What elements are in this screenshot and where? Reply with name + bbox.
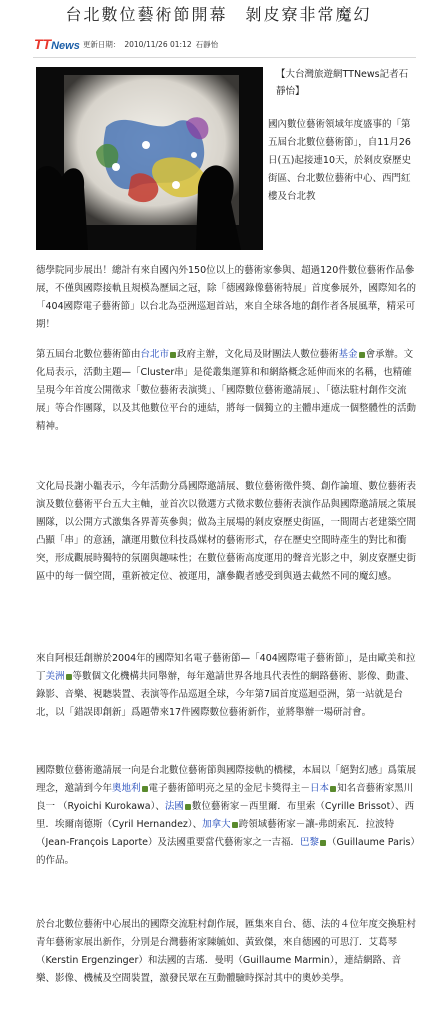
paragraph-3: 文化局長謝小韞表示，今年活動分爲國際邀請展、數位藝術徵件獎、創作論壇、數位藝術表演及數位藝術平台五大主軸，並首次以徵選方式徵求數位藝術表演作品與國際邀請展之策展團隊，以公開方式激集各界菁英參與；做為主展場的剝皮寮歷史街區，一間間古老建築空間凸顯「串」的意涵，讓運用數位科技爲媒材的藝術形式，存在歷史空間時產生的對比和衝突，形成觀展時獨特的氛圍與趣味性；在數位藝術高度運用的聲音光影之中，剝皮寮歷史街區中的每一個空間，重新被定位、被運用，讓參觀者感受到與過去截然不同的魔幻感。 <box>36 481 417 582</box>
article-photo <box>36 67 263 250</box>
meta-line <box>83 39 222 50</box>
keyword-link-icon <box>66 674 72 680</box>
article-header <box>34 34 222 54</box>
paragraph-2 <box>36 346 417 436</box>
paragraph-4-text-a: 來自阿根廷創辦於2004年的國際知名電子藝術節—「404國際電子藝術節」，是由歐美和拉丁 <box>36 653 416 682</box>
header-divider <box>33 57 416 58</box>
link-austria[interactable]: 奧地利 <box>112 783 141 794</box>
paragraph-5-text-a: 國際數位藝術邀請展一向是台北數位藝術節與國際接軌的橋樑，本屆以「絕對幻感」爲策展理念，邀請到今年 <box>36 765 417 794</box>
link-france[interactable]: 法國 <box>164 801 184 812</box>
paragraph-5-text-d: 數位藝術家－西里爾．布里索（Cyrille Brissot）、西里．埃爾南德斯（Cyril Hernandez）、 <box>36 801 415 830</box>
keyword-link-icon <box>359 352 365 358</box>
headline: 台北數位藝術節開幕 剝皮寮非常魔幻 <box>65 5 372 24</box>
link-foundation[interactable]: 基金 <box>338 349 358 360</box>
link-paris[interactable]: 巴黎 <box>300 837 320 848</box>
link-america[interactable]: 美洲 <box>45 671 65 682</box>
keyword-link-icon <box>320 840 326 846</box>
logo-news: News <box>51 40 80 52</box>
author-name: 石靜怡 <box>195 39 219 49</box>
keyword-link-icon <box>232 822 238 828</box>
paragraph-5-text-e: 跨領域藝術家－讓-弗朗索瓦．拉波特（Jean-François Laporte）及法國重要當代藝術家之一吉福． <box>36 819 395 848</box>
link-canada[interactable]: 加拿大 <box>202 819 231 830</box>
keyword-link-icon <box>330 786 336 792</box>
lead-paragraph-continued: 德學院同步展出！總計有來自國內外150位以上的藝術家參與、超過120件數位藝術作品參展，不僅與國際接軌且規模為歷屆之冠，除「德國錄像藝術特展」首度參展外，國際知名的「404國際電子藝術節」以台北為亞洲巡迴首站，來自全球各地的創作者各展風華，精采可期！ <box>36 265 417 330</box>
logo-tt: TT <box>34 36 52 52</box>
keyword-link-icon <box>142 786 148 792</box>
keyword-link-icon <box>185 804 191 810</box>
paragraph-5 <box>36 762 417 870</box>
projection-art-image <box>36 67 263 250</box>
publish-date: 2010/11/26 01:12 <box>124 39 192 49</box>
keyword-link-icon <box>170 352 176 358</box>
link-japan[interactable]: 日本 <box>310 783 330 794</box>
lead-paragraph-side: 國內數位藝術領域年度盛事的「第五屆台北數位藝術節」，自11月26日(五)起接連10天，於剝皮寮歷史街區、台北數位藝術中心、西門紅樓及台北教 <box>268 119 412 202</box>
link-taipei-city[interactable]: 台北市 <box>140 349 170 360</box>
paragraph-5-text-c: 知名音藝術家黑川良一 （Ryoichi Kurokawa）、 <box>36 783 414 812</box>
paragraph-2-text-a: 第五屆台北數位藝術節由 <box>36 349 141 360</box>
date-label: 更新日期： <box>82 39 121 49</box>
paragraph-4-text-b: 等數個文化機構共同舉辦，每年邀請世界各地具代表性的網路藝術、影像、動畫、錄影、音樂、視聽裝置、表演等作品巡迴全球，今年第7屆首度巡迴亞洲，第一站就是台北，以「錯誤即創新」爲題帶來17件國際數位藝術新作，並將舉辦一場研討會。 <box>36 671 415 718</box>
paragraph-6: 於台北數位藝術中心展出的國際交流駐村創作展，匯集來自台、德、法的４位年度交換駐村青年藝術家展出新作，分別是台灣藝術家陳毓如、黃致傑，來自德國的可思汀．艾葛琴（Kerstin Ergenzinger）和法國的吉瑤．曼明（Guillaume Marmin），連結網路、音樂、影像、機械及空間裝置，激發民眾在互動體驗時探討其中的奧妙美學。 <box>36 919 417 984</box>
paragraph-4 <box>36 650 417 722</box>
ttnews-logo[interactable] <box>34 36 80 52</box>
paragraph-5-text-b: 電子藝術節明亮之星的金尼卡獎得主－ <box>148 783 311 794</box>
paragraph-2-text-b: 政府主辦，文化局及財團法人數位藝術 <box>177 349 339 360</box>
paragraph-5-text-f: （Guillaume Paris）的作品。 <box>36 837 416 866</box>
byline: 【大台灣旅遊網TTNews記者石靜怡】 <box>276 69 409 97</box>
paragraph-2-text-c: 會承辦。文化局表示，活動主題—「Cluster串」是從叢集運算和和網絡概念延伸而來的名稱，也精確呈現今年首度公開徵求「數位藝術表演獎」、「國際數位藝術邀請展」、「德法駐村創作交流展」等合作團隊，以及其他數位平台的連結，將每一個獨立的主體串連成一個整體性的活動精神。 <box>36 349 417 432</box>
